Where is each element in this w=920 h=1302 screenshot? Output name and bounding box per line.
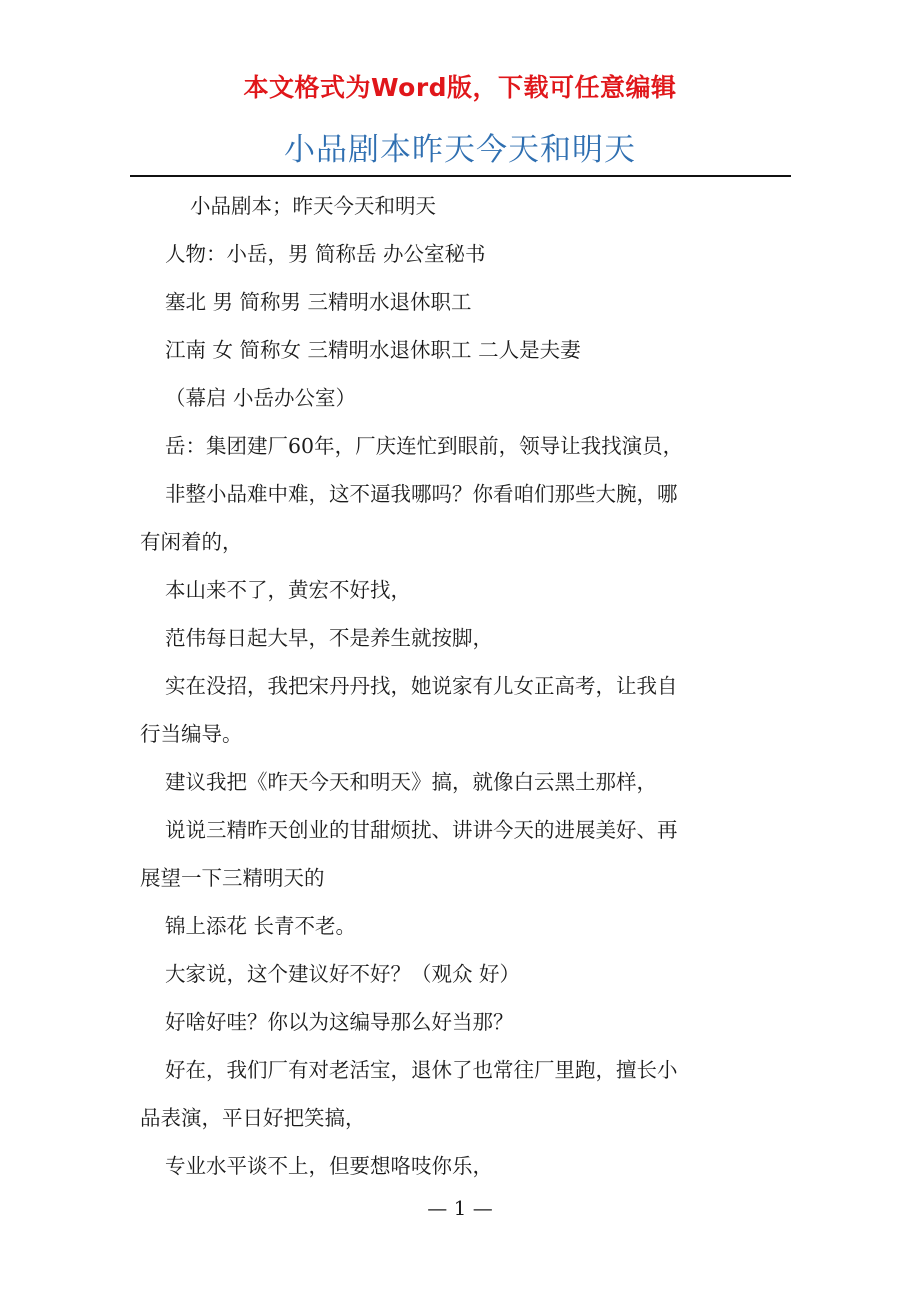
text-line: 本山来不了，黄宏不好找， [165, 578, 411, 602]
text-line: （幕启 小岳办公室） [165, 386, 357, 410]
document-title: 小品剧本昨天今天和明天 [284, 132, 636, 168]
text-line: 实在没招，我把宋丹丹找，她说家有儿女正高考，让我自 [165, 674, 678, 698]
text-line: 小品剧本；昨天今天和明天 [190, 194, 436, 218]
page-number: — 1 — [427, 1196, 493, 1220]
text-line: 建议我把《昨天今天和明天》搞，就像白云黑土那样， [165, 770, 657, 794]
text-line: 好啥好哇？你以为这编导那么好当那？ [165, 1010, 514, 1034]
text-line: 说说三精昨天创业的甘甜烦扰、讲讲今天的进展美好、再 [165, 818, 678, 842]
text-line: 塞北 男 简称男 三精明水退休职工 [165, 290, 472, 314]
text-line: 有闲着的， [140, 530, 243, 554]
text-line: 好在，我们厂有对老活宝，退休了也常往厂里跑，擅长小 [165, 1058, 678, 1082]
text-line: 非整小品难中难，这不逼我哪吗？你看咱们那些大腕，哪 [165, 482, 678, 506]
text-line: 江南 女 简称女 三精明水退休职工 二人是夫妻 [165, 338, 581, 362]
text-line: 范伟每日起大早，不是养生就按脚， [165, 626, 493, 650]
text-line: 大家说，这个建议好不好？（观众 好） [165, 962, 521, 986]
format-banner: 本文格式为Word版，下载可任意编辑 [243, 73, 677, 102]
text-line: 锦上添花 长青不老。 [165, 914, 357, 938]
text-line: 行当编导。 [140, 722, 243, 746]
script-body [140, 182, 790, 1190]
title-divider [130, 175, 791, 177]
text-line: 专业水平谈不上，但要想咯吱你乐， [165, 1154, 493, 1178]
text-line: 岳：集团建厂60年，厂庆连忙到眼前，领导让我找演员， [165, 434, 684, 458]
text-line: 展望一下三精明天的 [140, 866, 325, 890]
text-line: 人物：小岳，男 简称岳 办公室秘书 [165, 242, 486, 266]
text-line: 品表演，平日好把笑搞， [140, 1106, 366, 1130]
